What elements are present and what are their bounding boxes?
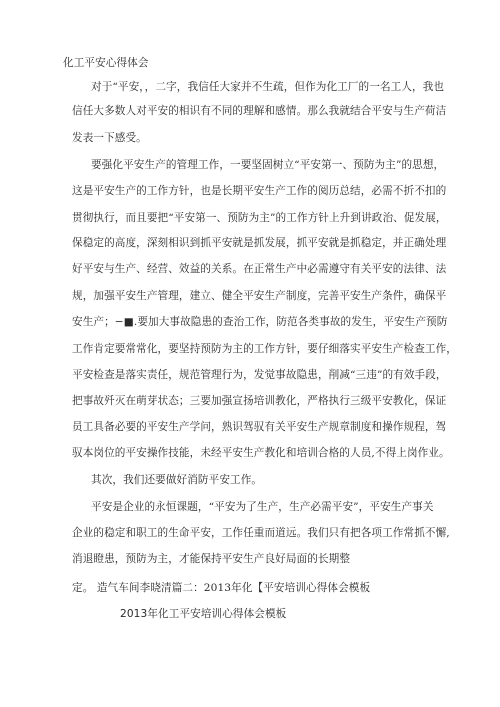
paragraph-line: 好平安与生产、经营、效益的关系。在正常生产中必需遵守有关平安的法律、法 xyxy=(72,263,447,275)
paragraph-line: 驭本岗位的平安操作技能，未经平安生产教化和培训合格的人员,不得上岗作业。 xyxy=(72,447,450,459)
paragraph-line: 贯彻执行，而且要把“平安第一、预防为主”的工作方针上升到讲政治、促发展， xyxy=(72,212,447,224)
paragraph-line: 企业的稳定和职工的生命平安，工作任重而道远。我们只有把各项工作常抓不懈, xyxy=(72,527,450,539)
paragraph-line: 平安是企业的永恒课题，“平安为了生产，生产必需平安”，平安生产事关 xyxy=(91,501,434,513)
paragraph-line: 保稳定的高度，深刻相识到抓平安就是抓发展，抓平安就是抓稳定，并正确处理 xyxy=(72,237,447,249)
section-heading: 2013年化工平安培训心得体会模板 xyxy=(120,608,287,620)
paragraph-line: 员工具备必要的平安生产学问，熟识驾驭有关平安生产规章制度和操作规程，驾 xyxy=(72,421,447,433)
paragraph-line: 发表一下感受。 xyxy=(72,132,147,144)
paragraph-line: 规，加强平安生产管理，建立、健全平安生产制度，完善平安生产条件，确保平 xyxy=(72,290,447,302)
paragraph-line: 消退瞪患，预防为主，才能保持平安生产良好局面的长期整 xyxy=(72,553,351,565)
paragraph-line: 工作肯定要常常化，要坚持预防为主的工作方针，要仔细落实平安生产检查工作， xyxy=(72,343,457,355)
paragraph-line: 定。 造气车间李晓清篇二：2013年化【平安培训心得体会模板 xyxy=(72,582,371,594)
paragraph-line: 其次，我们还要做好消防平安工作。 xyxy=(91,474,263,486)
paragraph-line: 这是平安生产的工作方针，也是长期平安生产工作的阅历总结，必需不折不扣的 xyxy=(72,185,447,197)
paragraph-line: 要强化平安生产的管理工作，一要坚固树立“平安第一、预防为主”的思想， xyxy=(91,159,445,171)
paragraph-line: 平安检查是落实责任，规范管理行为，发觉事故隐患，削减“三违”的有效手段， xyxy=(72,369,447,381)
paragraph-line: 信任大多数人对平安的相识有不同的理解和感情。那么我就结合平安与生产荷洁 xyxy=(72,105,447,117)
paragraph-line: 对于“平安，，二字，我信任大家并不生疏，但作为化工厂的一名工人，我也 xyxy=(91,81,445,93)
document-title: 化工平安心得体会 xyxy=(63,57,149,69)
paragraph-line: 把事故歼灭在萌芽状态；三要加强宣扬培训教化，严格执行三级平安教化，保证 xyxy=(72,395,447,407)
paragraph-line: 安生产；−■.要加大事故隐患的查治工作，防范各类事故的发生，平安生产预防 xyxy=(72,316,448,328)
